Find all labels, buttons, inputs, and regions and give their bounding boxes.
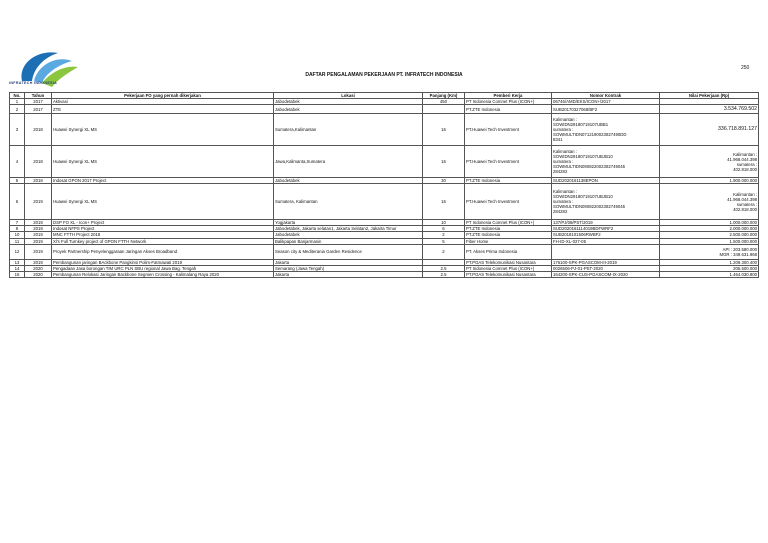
- cell-lokasi: Jabodetabek: [274, 232, 423, 238]
- cell-kontrak: SUD2020161114019BDFWRF2: [552, 226, 660, 232]
- cell-tahun: 2018: [25, 178, 52, 184]
- contract-value-lines: Kalimantan : 41.968.044.398 sumatera : 402.818.000: [727, 151, 757, 172]
- contract-number-lines: Kalimantan : SOWIDN29180719107UBJB10 sumatera : SOWMULTIDN090822002382749045 284282: [553, 189, 626, 215]
- cell-pekerjaan: Huawei Synergi XL MS: [52, 114, 274, 146]
- cell-pemberi: PT. Akses Prima Indonesia: [465, 244, 552, 259]
- cell-tahun: 2017: [25, 105, 52, 114]
- column-header-lokasi: Lokasi: [274, 93, 423, 99]
- cell-panjang: 2: [423, 232, 465, 238]
- cell-tahun: 2018: [25, 146, 52, 178]
- cell-pekerjaan: Huawei Synergi XL MS: [52, 184, 274, 220]
- cell-kontrak: 137/PJ/08/PST/2019: [552, 220, 660, 226]
- cell-pemberi: Fiber Home: [465, 238, 552, 244]
- cell-lokasi: Semarang (Jawa Tengah): [274, 265, 423, 271]
- cell-lokasi: Yogjakarta: [274, 220, 423, 226]
- cell-panjang: 10: [423, 220, 465, 226]
- company-logo-text: INFRATECH INDONESIA: [9, 81, 58, 85]
- cell-tahun: 2020: [25, 265, 52, 271]
- cell-nilai: 205.500.000: [660, 265, 759, 271]
- cell-no: 13: [10, 259, 25, 265]
- cell-lokasi: Sumatera,Kalimantan: [274, 114, 423, 146]
- column-header-panjang: Panjang (Km): [423, 93, 465, 99]
- cell-lokasi: Jabodetabek: [274, 99, 423, 105]
- contract-number-lines: Kalimantan : SOWIDN29180719107UBB1 sumatera : SOWMULTIDN0712190023827490DD 8341: [553, 116, 627, 143]
- cell-pekerjaan: Pembangunan Relokasi Jaringan Backbone Segmen Crossing - Kalimalang Raya 2020: [52, 271, 274, 277]
- cell-nilai: 2.500.000.000: [660, 232, 759, 238]
- cell-kontrak: 06746/AMD/EKS/ICON+/2017: [552, 99, 660, 105]
- cell-kontrak: [552, 244, 660, 259]
- cell-pekerjaan: MNC FTTH Project 2018: [52, 232, 274, 238]
- cell-nilai: [660, 244, 759, 259]
- cell-lokasi: Jawa,Kalimanta,Sumatera: [274, 146, 423, 178]
- cell-no: 2: [10, 105, 25, 114]
- cell-panjang: 6: [423, 226, 465, 232]
- cell-no: 7: [10, 220, 25, 226]
- cell-pekerjaan: Huawei Synergi XL MS: [52, 146, 274, 178]
- column-header-nilai: Nilai Pekerjaan (Rp): [660, 93, 759, 99]
- cell-no: 10: [10, 232, 25, 238]
- cell-pemberi: PT.Huawei Tech Investment: [465, 114, 552, 146]
- table-row: [10, 184, 759, 220]
- experience-table: [9, 92, 759, 278]
- cell-kontrak: [552, 114, 660, 146]
- company-logo: [12, 47, 94, 95]
- cell-nilai: 1.900.000.000: [660, 178, 759, 184]
- cell-tahun: 2019: [25, 184, 52, 220]
- cell-pemberi: PT Indonesia Comnet Plus (ICON+): [465, 99, 552, 105]
- column-header-no: No.: [10, 93, 25, 99]
- cell-panjang: [423, 105, 465, 114]
- table-row: [10, 244, 759, 259]
- cell-kontrak: SUB2018101506RWBF2: [552, 232, 660, 238]
- cell-nilai: 1.464.030.800: [660, 271, 759, 277]
- cell-kontrak: [552, 146, 660, 178]
- table-row: [10, 146, 759, 178]
- cell-nilai: [660, 184, 759, 220]
- cell-no: 3: [10, 114, 25, 146]
- table-row: [10, 271, 759, 277]
- cell-pemberi: PT.PGAS Telekomunikasi Nusantara: [465, 259, 552, 265]
- cell-tahun: 2019: [25, 226, 52, 232]
- cell-kontrak: FH-ID-XL-027-05: [552, 238, 660, 244]
- cell-no: 12: [10, 244, 25, 259]
- cell-lokasi: Jakarta: [274, 271, 423, 277]
- cell-lokasi: Jabodetabek: [274, 178, 423, 184]
- cell-tahun: 2020: [25, 271, 52, 277]
- cell-lokasi: Balikpapan Banjarmasin: [274, 238, 423, 244]
- cell-panjang: 2: [423, 244, 465, 259]
- cell-no: 11: [10, 238, 25, 244]
- cell-kontrak: [552, 184, 660, 220]
- cell-pemberi: PT Indonesia Comnet Plus (ICON+): [465, 220, 552, 226]
- cell-nilai: 336.718.891.127: [660, 114, 759, 146]
- cell-no: 15: [10, 271, 25, 277]
- table-row: [10, 114, 759, 146]
- cell-pemberi: PT.Huawei Tech Investment: [465, 184, 552, 220]
- column-header-pemberi: Pemberi Kerja: [465, 93, 552, 99]
- cell-nilai: 1.000.000.000: [660, 220, 759, 226]
- cell-pekerjaan: DSP FO XL - Icon+ Project: [52, 220, 274, 226]
- cell-tahun: 2019: [25, 232, 52, 238]
- cell-tahun: 2019: [25, 259, 52, 265]
- contract-number-lines: Kalimantan : SOWIDN29180719107UBJB10 sumatera : SOWMULTIDN090822002382749045 284282: [553, 148, 626, 175]
- cell-kontrak: 176100-SPK-PGASCOM-III-2019: [552, 259, 660, 265]
- cell-lokasi: Jabodetabek, Jakarta selatan1, Jakarta Selatan2, Jakarta Timur: [274, 226, 423, 232]
- cell-nilai: 3.534.769.502: [660, 105, 759, 114]
- cell-pemberi: PT.ZTE Indonesia: [465, 178, 552, 184]
- cell-pekerjaan: Indosat GPON 2017 Project: [52, 178, 274, 184]
- cell-pekerjaan: Xl's Full Turnkey project of GPON FTTH Network: [52, 238, 274, 244]
- cell-panjang: 16: [423, 184, 465, 220]
- cell-kontrak: 0026506-PJ-01-PST-2020: [552, 265, 660, 271]
- cell-panjang: 2.5: [423, 265, 465, 271]
- cell-pemberi: PT.ZTE Indonesia: [465, 226, 552, 232]
- contract-value-lines: Kalimantan : 41.968.044.398 sumatera : 402.818.000: [727, 191, 757, 212]
- cell-pekerjaan: Pembangunan jaringan BAckbone Pangkinsi Polim-Fatmawati 2019: [52, 259, 274, 265]
- cell-tahun: 2019: [25, 238, 52, 244]
- cell-pemberi: PT.ZTE Indonesia: [465, 105, 552, 114]
- cell-no: 5: [10, 178, 25, 184]
- cell-pekerjaan: Indosat NFPS Project: [52, 226, 274, 232]
- cell-panjang: 450: [423, 99, 465, 105]
- cell-pemberi: PT.ZTE Indonesia: [465, 232, 552, 238]
- column-header-pekerjaan: Pekerjaan FO yang pernah dikerjakan: [52, 93, 274, 99]
- cell-pekerjaan: ZTE: [52, 105, 274, 114]
- cell-nilai: [660, 146, 759, 178]
- cell-pekerjaan: Proyek Partnership Penyelenggaraan Jaringan Akses Broadband: [52, 244, 274, 259]
- cell-no: 4: [10, 146, 25, 178]
- cell-panjang: 16: [423, 114, 465, 146]
- cell-lokasi: Season city & Mediterania Garden Residence: [274, 244, 423, 259]
- contract-value-lines: API : 203.580.000 MGR : 349.631.968: [719, 246, 757, 257]
- cell-panjang: 5: [423, 238, 465, 244]
- cell-pekerjaan: Aktivasi: [52, 99, 274, 105]
- cell-kontrak: 164200-SPK-CUS-PGASCOM-IX-2020: [552, 271, 660, 277]
- cell-lokasi: Sumatera, Kalimantan: [274, 184, 423, 220]
- cell-no: 6: [10, 184, 25, 220]
- cell-no: 14: [10, 265, 25, 271]
- cell-pemberi: PT.Huawei Tech Investment: [465, 146, 552, 178]
- cell-pemberi: PT.PGAS Telekomunikasi Nusantara: [465, 271, 552, 277]
- cell-tahun: 2017: [25, 99, 52, 105]
- cell-tahun: 2018: [25, 114, 52, 146]
- cell-nilai: 2.000.000.000: [660, 226, 759, 232]
- page-number: 250: [741, 65, 750, 71]
- cell-panjang: 2.5: [423, 271, 465, 277]
- cell-kontrak: SUD2020161138EPON: [552, 178, 660, 184]
- cell-lokasi: Jakarta: [274, 259, 423, 265]
- cell-nilai: 1.209.300.400: [660, 259, 759, 265]
- cell-nilai: 1.500.000.000: [660, 238, 759, 244]
- cell-no: 8: [10, 226, 25, 232]
- cell-pekerjaan: Pengadaan Jasa borongan TIM URC PLN SBU regional Jawa Bag. Tengah: [52, 265, 274, 271]
- cell-panjang: 16: [423, 146, 465, 178]
- cell-kontrak: SUB20170327068/BF2: [552, 105, 660, 114]
- cell-lokasi: Jabodetabek: [274, 105, 423, 114]
- column-header-tahun: Tahun: [25, 93, 52, 99]
- cell-panjang: 30: [423, 178, 465, 184]
- cell-pemberi: PT Indonesia Comnet Plus (ICON+): [465, 265, 552, 271]
- cell-tahun: 2019: [25, 244, 52, 259]
- table-row: [10, 105, 759, 114]
- cell-tahun: 2019: [25, 220, 52, 226]
- column-header-kontrak: Nomor Kontrak: [552, 93, 660, 99]
- cell-no: 1: [10, 99, 25, 105]
- document-title: DAFTAR PENGALAMAN PEKERJAAN PT. INFRATECH INDONESIA: [305, 72, 463, 78]
